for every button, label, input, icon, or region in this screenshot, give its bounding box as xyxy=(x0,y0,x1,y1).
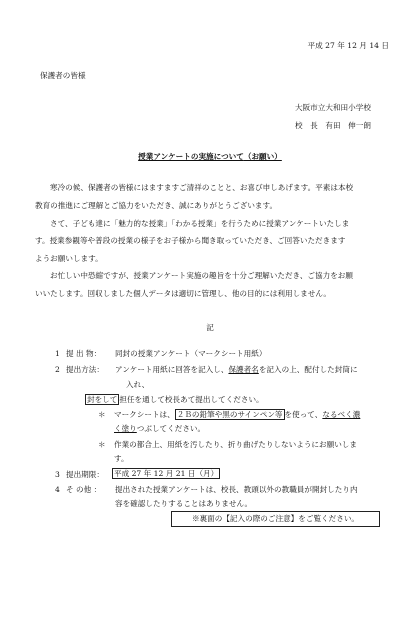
pencil-emphasis: ２Ｂの鉛筆や黒のサインペン等 xyxy=(176,410,283,419)
item-1-number: 1 xyxy=(55,349,60,358)
note-1-line-2 xyxy=(114,425,205,433)
body-line: 教育の推進にご理解とご協力をいただき、誠にありがとうございます。 xyxy=(35,201,278,210)
item-4-label: そ の他 ： xyxy=(66,485,102,494)
deadline-box: 平成 27 年 12 月 21 日（月） xyxy=(114,469,219,478)
guardian-name-emphasis: 保護者名 xyxy=(228,365,259,374)
item-2-text: 担任を通して校長あて提出してください。 xyxy=(119,395,264,404)
body-line: す。授業参観等や普段の授業の様子をお子様から聞き取っていただき、ご回答いただきます xyxy=(35,236,346,245)
body-line: 寒冷の候、保護者の皆様にはますますご清祥のことと、お喜び申しあげます。平素は本校 xyxy=(50,183,354,192)
item-3-deadline xyxy=(112,470,220,478)
body-line: お忙しい中恐縮ですが、授業アンケート実施の趣旨を十分ご理解いただき、ご協力をお願 xyxy=(50,271,353,280)
note-2-line-2: す。 xyxy=(114,454,129,463)
title-main: 授業アンケートの実施について xyxy=(138,152,244,161)
item-3-number: 3 xyxy=(55,470,60,479)
note-1-line-1 xyxy=(114,411,360,419)
title-sub: （お願い） xyxy=(243,152,282,161)
item-2-number: 2 xyxy=(55,365,60,374)
note-1-text: マークシートは、 xyxy=(114,410,175,419)
note-1-text: を使って、 xyxy=(284,410,323,419)
item-2-text: を記入の上、配付した封筒に xyxy=(258,365,358,374)
seal-envelope-emphasis: 封をして xyxy=(87,395,118,404)
item-2-label: 提出方法： xyxy=(66,365,104,374)
body-line: いいたします。回収しました個人データは適切に管理し、他の目的には利用しません。 xyxy=(35,289,331,298)
note-1-mark: ＊ xyxy=(98,410,106,419)
item-2-text: アンケート用紙に回答を記入し、 xyxy=(115,365,229,374)
school-name: 大阪市立大和田小学校 xyxy=(295,103,371,112)
reverse-side-note: ※裏面の【記入の際のご注意】をご覧ください。 xyxy=(171,511,380,527)
dark-fill-emphasis: く塗り xyxy=(114,424,137,433)
principal-name: 校 長 有田 伸一朗 xyxy=(295,121,371,130)
item-2-line-2: 入れ、 xyxy=(126,380,150,389)
item-4-line-1: 提出された授業アンケートは、校長、教頭以外の教職員が開封したり内 xyxy=(115,485,358,494)
document-date: 平成 27 年 12 月 14 日 xyxy=(307,41,389,50)
note-1-text: つぶしてください。 xyxy=(136,424,206,433)
item-1-text: 同封の授業アンケート（マークシート用紙） xyxy=(115,349,267,358)
item-3-label: 提出期限： xyxy=(66,470,104,479)
item-1-label: 提 出 物： xyxy=(66,349,102,358)
body-line: さて、子ども達に「魅力的な授業」「わかる授業」を行うために授業アンケートいたしま xyxy=(50,219,350,228)
page-title xyxy=(0,153,420,161)
item-2-line-1 xyxy=(115,366,358,374)
body-line: ようお願いします。 xyxy=(35,254,103,263)
item-4-number: 4 xyxy=(55,485,60,494)
item-4-line-2: 容を確認したりすることはありません。 xyxy=(115,499,253,508)
recipient: 保護者の皆様 xyxy=(40,71,86,80)
ki-heading: 記 xyxy=(206,323,214,332)
note-2-line-1: 作業の都合上、用紙を汚したり、折り曲げたりしないようにお願いしま xyxy=(114,440,357,449)
dark-fill-emphasis: なるべく濃 xyxy=(322,410,361,419)
note-2-mark: ＊ xyxy=(98,440,106,449)
item-2-line-3 xyxy=(85,396,264,404)
